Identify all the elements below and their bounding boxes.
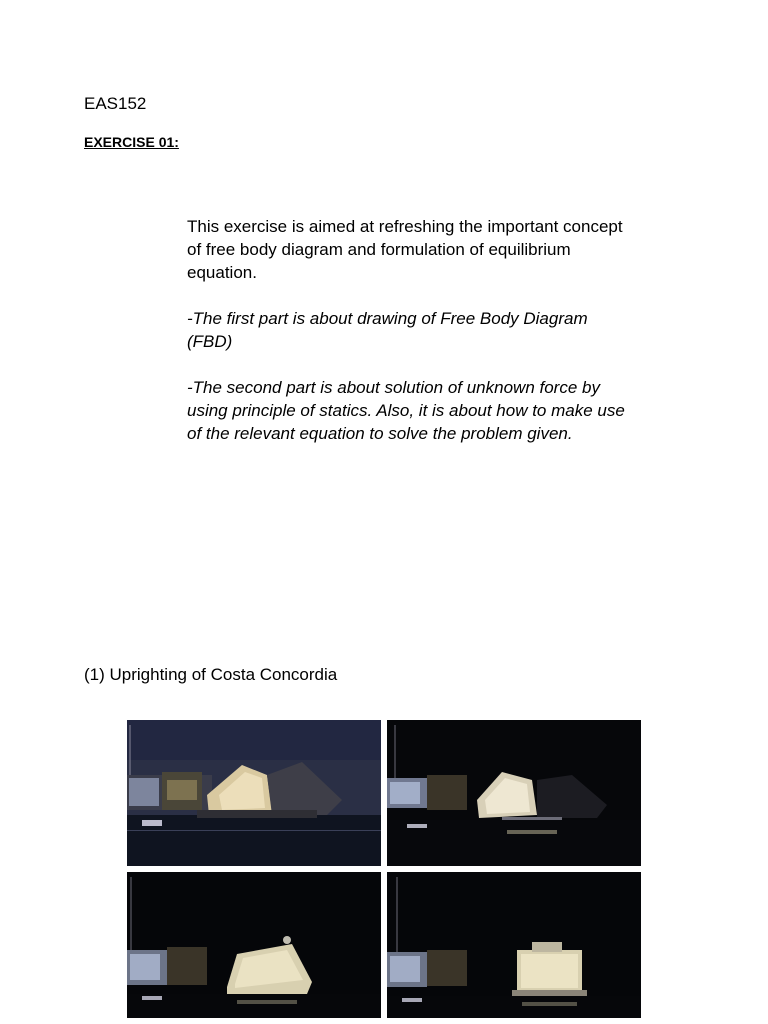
ship-photo-1 [127, 720, 381, 866]
ship-photo-icon [387, 872, 641, 1018]
ship-photo-4 [387, 872, 641, 1018]
course-code: EAS152 [84, 94, 147, 113]
intro-paragraph-3: -The second part is about solution of unknown force by using principle of statics. Also, it is about how to make use of the relevant equation to solve the problem given. [187, 378, 625, 443]
ship-photo-icon [127, 720, 381, 866]
section-title: (1) Uprighting of Costa Concordia [84, 665, 338, 684]
ship-photo-icon [387, 720, 641, 866]
intro-paragraph-2: -The first part is about drawing of Free Body Diagram (FBD) [187, 309, 588, 351]
intro-paragraph-1: This exercise is aimed at refreshing the important concept of free body diagram and formulation of equilibrium equation. [187, 217, 623, 282]
ship-photo-icon [127, 872, 381, 1018]
exercise-title: EXERCISE 01: [84, 134, 179, 150]
ship-photo-2 [387, 720, 641, 866]
intro-text [187, 215, 627, 468]
ship-photo-3 [127, 872, 381, 1018]
